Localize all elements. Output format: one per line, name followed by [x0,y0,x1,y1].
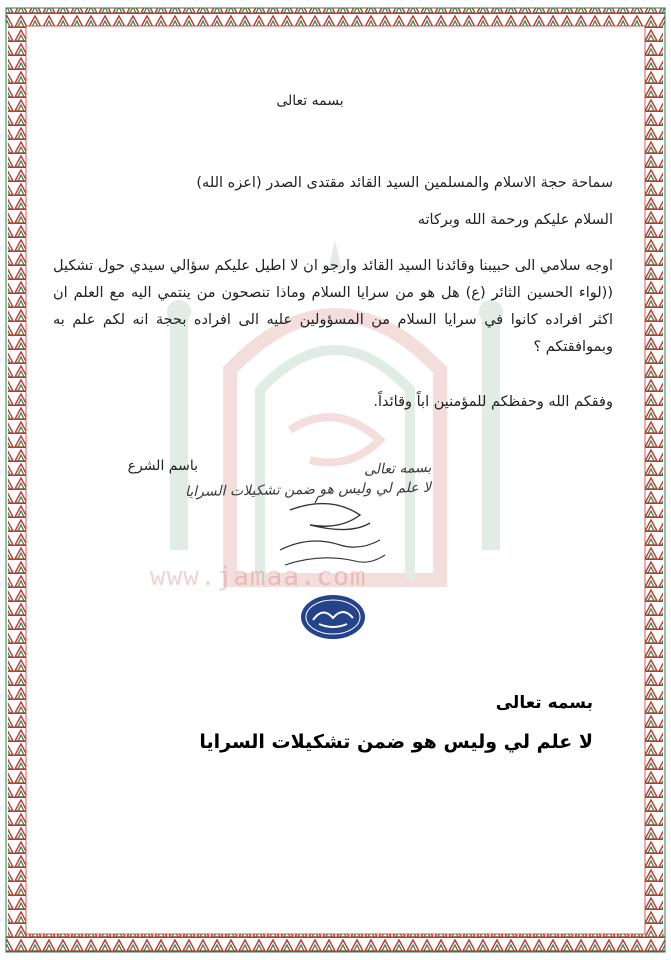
handwritten-signature [270,495,390,575]
transcription-answer: لا علم لي وليس هو ضمن تشكيلات السرايا [199,731,593,753]
office-seal [299,592,367,642]
letter-greeting: السلام عليكم ورحمة الله وبركاته [417,212,613,228]
letter-body: اوجه سلامي الى حبيبنا وقائدنا السيد القائد وارجو ان لا اطيل عليكم سؤالي سيدي حول تشكيل ((لواء الحسين الثائر (ع) هل هو من سرايا السلام وماذا تنصحون من ينتمي اليه مع العلم ان اكثر افراده كانوا في سرايا السلام من المسؤولين عليه الى افراده بحجة انه لكم علم به وبموافقتكم ؟ [53,258,613,355]
handwritten-answer: لا علم لي وليس هو ضمن تشكيلات السرايا [184,479,432,501]
letter-signature-name: باسم الشرع [127,458,198,474]
watermark-text: www.jamaa.com [150,562,367,592]
letter-basmala: بسمه تعالى [276,93,344,109]
letter-closing: وفقكم الله وحفظكم للمؤمنين اباً وقائداً. [373,394,613,410]
handwritten-basmala: بسمه تعالى [363,459,432,479]
letter-addressee: سماحة حجة الاسلام والمسلمين السيد القائد مقتدى الصدر (اعزه الله) [196,175,613,191]
transcription-title: بسمه تعالى [495,693,593,713]
